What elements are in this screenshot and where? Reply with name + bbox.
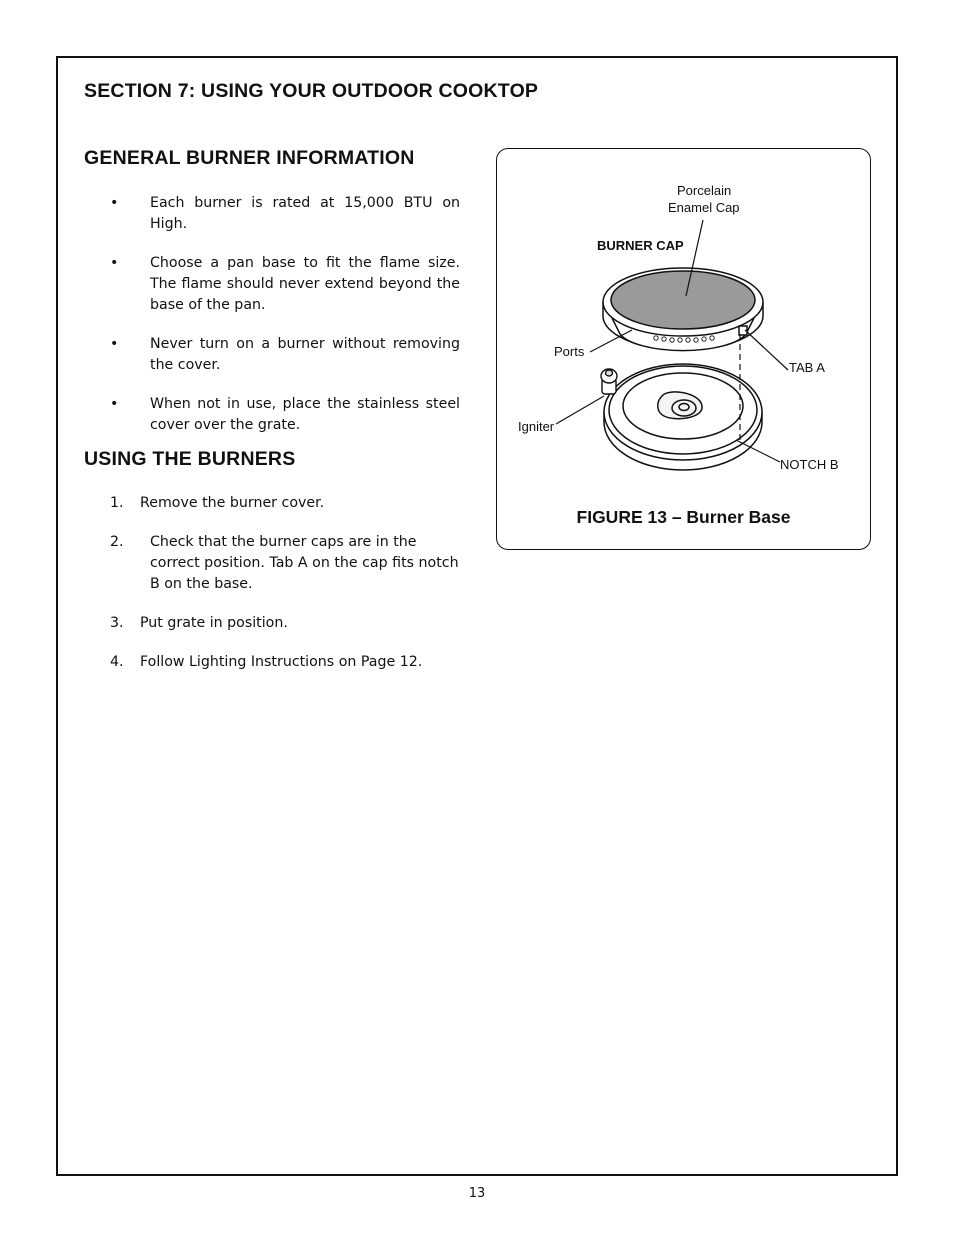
igniter-label: Igniter	[518, 419, 555, 434]
bullet-marker: •	[110, 255, 119, 271]
bullet-marker: •	[110, 336, 119, 352]
bullet-marker: •	[110, 396, 119, 412]
step-text: Remove the burner cover.	[140, 495, 325, 511]
bullet-text: Each burner is rated at 15,000 BTU on High.	[150, 195, 460, 232]
tab-a-label: TAB A	[789, 360, 825, 375]
step-text: Put grate in position.	[140, 615, 288, 631]
step-number: 2.	[110, 534, 124, 550]
step-text: Follow Lighting Instructions on Page 12.	[140, 654, 423, 670]
list-item	[110, 652, 460, 673]
enamel-cap-label: Enamel Cap	[668, 200, 740, 215]
figure-caption: FIGURE 13 – Burner Base	[576, 507, 791, 527]
step-number: 1.	[110, 495, 124, 511]
notch-b-label: NOTCH B	[780, 457, 839, 472]
general-burner-heading: GENERAL BURNER INFORMATION	[84, 147, 415, 169]
using-burners-heading: USING THE BURNERS	[84, 448, 296, 470]
step-text: Check that the burner caps are in the correct position. Tab A on the cap fits notch B on the base.	[150, 534, 459, 592]
igniter-icon	[601, 369, 617, 394]
bullet-text: When not in use, place the stainless steel cover over the grate.	[150, 396, 460, 433]
page-number: 13	[468, 1186, 486, 1201]
bullet-marker: •	[110, 195, 119, 211]
burner-cap-icon	[603, 268, 763, 351]
burner-base-icon	[604, 364, 762, 470]
step-number: 4.	[110, 654, 124, 670]
bullet-text: Choose a pan base to fit the flame size. The flame should never extend beyond the base of the pan.	[150, 255, 460, 313]
bullet-text: Never turn on a burner without removing the cover.	[150, 336, 460, 373]
step-number: 3.	[110, 615, 124, 631]
ports-label: Ports	[554, 344, 585, 359]
burner-cap-label: BURNER CAP	[597, 238, 684, 253]
section-title: SECTION 7: USING YOUR OUTDOOR COOKTOP	[84, 80, 539, 102]
porcelain-label: Porcelain	[677, 183, 732, 198]
list-item	[110, 613, 460, 634]
